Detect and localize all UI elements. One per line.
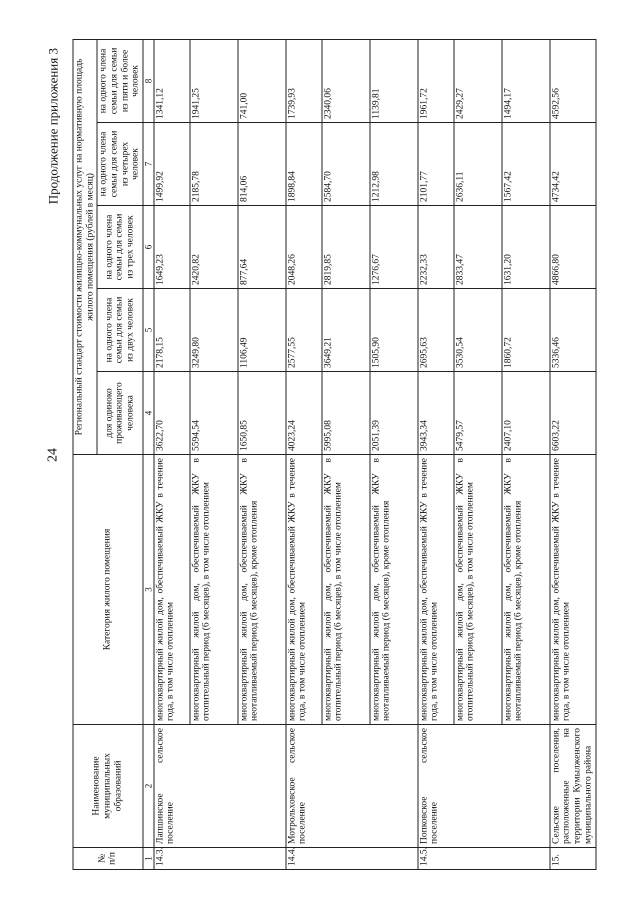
table-body bbox=[153, 39, 595, 869]
housing-category: многоквартирный жилой дом, обеспечиваемый ЖКУ в отопительный период (6 месяцев), в том числе отоплением bbox=[321, 455, 369, 725]
housing-category: многоквартирный жилой дом, обеспечиваемый ЖКУ в течение года, в том числе отоплением bbox=[417, 455, 453, 725]
col-index: 5 bbox=[142, 289, 153, 372]
row-number: 14.5. bbox=[417, 848, 549, 870]
table-row bbox=[417, 39, 453, 869]
tariff-value: 1567,42 bbox=[501, 123, 549, 206]
appendix-label: Продолжение приложения 3 bbox=[45, 48, 60, 205]
tariff-value: 1106,49 bbox=[237, 289, 285, 372]
tariff-value: 6603,22 bbox=[549, 372, 595, 455]
tariff-value: 4734,42 bbox=[549, 123, 595, 206]
tariff-value: 1739,93 bbox=[285, 39, 321, 122]
tariff-value: 2178,15 bbox=[153, 289, 189, 372]
housing-category: многоквартирный жилой дом, обеспечиваемый ЖКУ в неотапливаемый период (6 месяцев), кроме отопления bbox=[501, 455, 549, 725]
housing-category: многоквартирный жилой дом, обеспечиваемый ЖКУ в течение года, в том числе отоплением bbox=[285, 455, 321, 725]
tariff-value: 814,06 bbox=[237, 123, 285, 206]
table-row bbox=[549, 39, 595, 869]
header-category: Категория жилого помещения bbox=[73, 455, 143, 725]
housing-category: многоквартирный жилой дом, обеспечиваемый ЖКУ в течение года, в том числе отоплением bbox=[153, 455, 189, 725]
tariff-value: 5479,57 bbox=[453, 372, 501, 455]
tariff-value: 3622,70 bbox=[153, 372, 189, 455]
tariff-value: 1941,25 bbox=[189, 39, 237, 122]
page-number: 24 bbox=[45, 448, 60, 462]
housing-category: многоквартирный жилой дом, обеспечиваемый ЖКУ в отопительный период (6 месяцев), в том числе отоплением bbox=[189, 455, 237, 725]
tariff-value: 3943,34 bbox=[417, 372, 453, 455]
housing-category: многоквартирный жилой дом, обеспечиваемый ЖКУ в отопительный период (6 месяцев), в том числе отоплением bbox=[453, 455, 501, 725]
tariff-value: 877,64 bbox=[237, 206, 285, 289]
tariff-value: 2407,10 bbox=[501, 372, 549, 455]
tariff-value: 1276,67 bbox=[369, 206, 417, 289]
col-index: 2 bbox=[142, 725, 153, 848]
tariff-value: 1860,72 bbox=[501, 289, 549, 372]
municipality-name: Сельские поселения, расположенные на территории Кумылженского муниципального района bbox=[549, 725, 595, 848]
tariff-value: 2695,63 bbox=[417, 289, 453, 372]
header-num: № п/п bbox=[73, 848, 143, 870]
col-index: 7 bbox=[142, 123, 153, 206]
tariff-value: 1649,23 bbox=[153, 206, 189, 289]
tariff-value: 2051,39 bbox=[369, 372, 417, 455]
tariff-value: 2420,82 bbox=[189, 206, 237, 289]
tariff-value: 3649,21 bbox=[321, 289, 369, 372]
header-sub-2: на одного члена семьи для семьи из двух человек bbox=[97, 289, 143, 372]
tariff-value: 2340,06 bbox=[321, 39, 369, 122]
housing-category: многоквартирный жилой дом, обеспечиваемый ЖКУ в неотапливаемый период (6 месяцев), кроме отопления bbox=[369, 455, 417, 725]
tariff-value: 1494,17 bbox=[501, 39, 549, 122]
col-index: 1 bbox=[142, 848, 153, 870]
tariff-value: 5336,46 bbox=[549, 289, 595, 372]
tariff-value: 1898,84 bbox=[285, 123, 321, 206]
tariff-value: 4023,24 bbox=[285, 372, 321, 455]
tariff-value: 3249,80 bbox=[189, 289, 237, 372]
tariff-value: 1341,12 bbox=[153, 39, 189, 122]
col-index: 6 bbox=[142, 206, 153, 289]
tariff-value: 5594,54 bbox=[189, 372, 237, 455]
municipality-name: Попковское сельское поселение bbox=[417, 725, 549, 848]
row-number: 15. bbox=[549, 848, 595, 870]
tariff-value: 2577,55 bbox=[285, 289, 321, 372]
tariff-value: 2185,78 bbox=[189, 123, 237, 206]
header-sub-3: на одного члена семьи для семьи из трех человек bbox=[97, 206, 143, 289]
tariff-value: 1139,81 bbox=[369, 39, 417, 122]
tariff-value: 741,00 bbox=[237, 39, 285, 122]
col-index: 3 bbox=[142, 455, 153, 725]
tariff-value: 2048,26 bbox=[285, 206, 321, 289]
tariff-value: 2584,70 bbox=[321, 123, 369, 206]
tariff-table bbox=[72, 39, 596, 870]
tariff-value: 4592,56 bbox=[549, 39, 595, 122]
header-sub-1: для одиноко проживающего человека bbox=[97, 372, 143, 455]
col-index: 8 bbox=[142, 39, 153, 122]
tariff-value: 1505,90 bbox=[369, 289, 417, 372]
tariff-value: 1650,85 bbox=[237, 372, 285, 455]
header-sub-5: на одного члена семьи для семьи из пяти и более человек bbox=[97, 39, 143, 122]
header-sub-4: на одного члена семьи для семьи из четырех человек bbox=[97, 123, 143, 206]
tariff-value: 1961,72 bbox=[417, 39, 453, 122]
tariff-value: 1212,98 bbox=[369, 123, 417, 206]
col-index: 4 bbox=[142, 372, 153, 455]
tariff-value: 2101,77 bbox=[417, 123, 453, 206]
table-row bbox=[153, 39, 189, 869]
housing-category: многоквартирный жилой дом, обеспечиваемый ЖКУ в течение года, в том числе отоплением bbox=[549, 455, 595, 725]
tariff-value: 2833,47 bbox=[453, 206, 501, 289]
header-group: Региональный стандарт стоимости жилищно-коммунальных услуг на нормативную площадь жилого помещения (рублей в месяц) bbox=[73, 39, 97, 454]
header-name: Наименование муниципальных образований bbox=[73, 725, 143, 848]
tariff-value: 5995,08 bbox=[321, 372, 369, 455]
tariff-value: 1499,92 bbox=[153, 123, 189, 206]
rotated-page bbox=[45, 40, 620, 870]
row-number: 14.3. bbox=[153, 848, 285, 870]
tariff-value: 2232,33 bbox=[417, 206, 453, 289]
row-number: 14.4. bbox=[285, 848, 417, 870]
municipality-name: Мотрольховское сельское поселение bbox=[285, 725, 417, 848]
tariff-value: 2819,85 bbox=[321, 206, 369, 289]
tariff-value: 2429,27 bbox=[453, 39, 501, 122]
tariff-value: 2636,11 bbox=[453, 123, 501, 206]
tariff-value: 4866,80 bbox=[549, 206, 595, 289]
municipality-name: Лапшинское сельское поселение bbox=[153, 725, 285, 848]
tariff-value: 1631,20 bbox=[501, 206, 549, 289]
housing-category: многоквартирный жилой дом, обеспечиваемый ЖКУ в неотапливаемый период (6 месяцев), кроме отопления bbox=[237, 455, 285, 725]
tariff-value: 3530,54 bbox=[453, 289, 501, 372]
table-row bbox=[285, 39, 321, 869]
